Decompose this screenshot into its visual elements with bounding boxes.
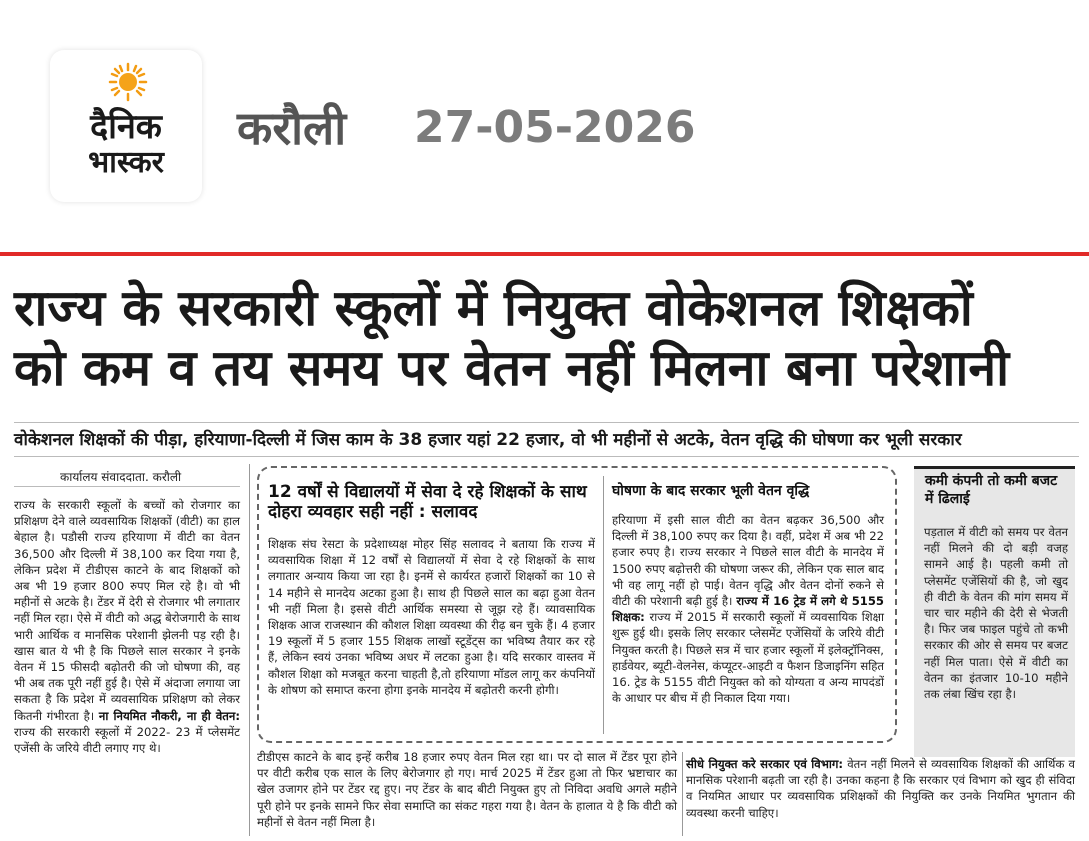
column-1-subtext: राज्य की सरकारी स्कूलों में 2022- 23 में प्लेसमेंट एजेंसी के जरिये वीटी लगाए गए थे। bbox=[14, 724, 240, 756]
column-1-text: राज्य के सरकारी स्कूलों के बच्चों को रोजगार का प्रशिक्षण देने वाले व्यवसायिक शिक्षकों (वीटी) का हाल बेहाल है। पडौसी राज्य हरियाणा में वीटी का वेतन 36,500 और दिल्ली में 38,100 कर दिया गया है, लेकिन प्रदेश में टीडीएस काटने के बाद शिक्षकों को अब भी 19 हजार 800 रुपए मिल रहे है। वो भी महीनों से अटके है। टेंडर में देरी से रोजगार भी लगातार नहीं मिल रहा। ऐसे में वीटी को अद्ध बेरोजगारी के साथ भारी आर्थिक व मानसिक परेशानी झेलनी पड़ रही है। खास बात ये भी है कि पिछले साल सरकार ने इनके वेतन में 15 फीसदी बढ़ोतरी की जो घोषणा की, वह भी अब तक पूरी नहीं हुई है। ऐसे में अंदाजा लगाया जा सकता है कि प्रदेश में व्यवसायिक प्रशिक्षण को लेकर कितनी गंभीरता है। bbox=[14, 498, 240, 723]
brand-line-1: दैनिक bbox=[90, 107, 162, 147]
announcement-title: घोषणा के बाद सरकार भूली वेतन वृद्धि bbox=[612, 483, 810, 499]
column-separator bbox=[682, 752, 683, 836]
bottom-right-subhead: सीधे नियुक्त करे सरकार एवं विभाग: bbox=[686, 757, 844, 771]
column-1-subhead: ना नियमित नौकरी, ना ही वेतन: bbox=[98, 708, 240, 723]
headline-line-2: को कम व तय समय पर वेतन नहीं मिलना बना परेशानी bbox=[14, 339, 1010, 397]
bottom-middle-text: टीडीएस काटने के बाद इन्हें करीब 18 हजार रुपए वेतन मिल रहा था। पर दो साल में टेंडर पूरा होने पर वीटी करीब एक साल के लिए बेरोजगार हो गए। मार्च 2025 में टेंडर हुआ तो फिर भ्रष्टाचार का खेल उजागर होने पर टेंडर रद्द हुए। नए टेंडर के बाद बीटी नियुक्त हुए तो निविदा अवधि अगले महीने पूरी होने पर इनके सामने फिर सेवा समाप्ति का संकट गहरा गया है। वेतन के हालात ये है कि वीटी को महीनों से वेतन नहीं मिला है। bbox=[257, 750, 677, 829]
divider bbox=[14, 456, 1079, 457]
brand-line-2: भास्कर bbox=[88, 145, 164, 180]
edition-city: करौली bbox=[237, 101, 347, 155]
edition-date: 27-05-2026 bbox=[414, 102, 696, 153]
bottom-right-body: वेतन नहीं मिलने से व्यवसायिक शिक्षकों की आर्थिक व मानसिक परेशानी बढ़ती जा रही है। उनका कहना है कि सरकार एवं विभाग को खुद ही संविदा व नियमित आधार पर व्यवसायिक प्रशिक्षकों की नियुक्ति कर उनके नियमित भुगतान की व्यवस्था करनी चाहिए। bbox=[686, 757, 1075, 820]
bottom-right-text bbox=[686, 756, 1075, 821]
subheadline: वोकेशनल शिक्षकों की पीड़ा, हरियाणा-दिल्ली में जिस काम के 38 हजार यहां 22 हजार, वो भी महीनों से अटके, वेतन वृद्धि की घोषणा कर भूली सरकार bbox=[14, 430, 962, 450]
page-title bbox=[14, 278, 1079, 398]
announcement-subhead: राज्य में 16 ट्रेड में लगे थे 5155 शिक्षक: bbox=[612, 594, 884, 625]
byline: कार्यालय संवाददाता. करौली bbox=[60, 470, 182, 484]
sidebar-text: पड़ताल में वीटी को समय पर वेतन नहीं मिलने की दो बड़ी वजह सामने आई है। पहली कमी तो प्लेसमेंट एजेंसियों की है, जो खुद ही वीटी के वेतन की मांग समय में चार चार महीने की देरी से भेजती है। फिर जब फाइल पहुंचे तो कभी सरकार की ओर से समय पर बजट नहीं मिल पाता। ऐसे में वीटी का वेतन का इंतजार 10-10 महीने तक लंबा खिंच रहा है। bbox=[924, 525, 1068, 702]
announcement-text bbox=[612, 512, 884, 706]
announcement-body: हरियाणा में इसी साल वीटी का वेतन बढ़कर 36,500 और दिल्ली में 38,100 रुपए कर दिया है। वहीं, प्रदेश में अब भी 22 हजार रुपए है। राज्य सरकार ने पिछले साल वीटी के मानदेय में 1500 रुपए बढ़ोत्तरी की घोषणा जरूर की, लेकिन एक साल बाद भी वह लागू नहीं हो पाई। वेतन वृद्धि और वेतन दोनों रुकने से वीटी की परेशानी बढ़ी हुई है। bbox=[612, 513, 884, 609]
divider bbox=[14, 486, 240, 487]
sidebar-title: कमी कंपनी तो कमी बजट में ढिलाई bbox=[925, 473, 1058, 507]
column-1 bbox=[14, 497, 240, 756]
quote-box-text: शिक्षक संघ रेसटा के प्रदेशाध्यक्ष मोहर सिंह सलावद ने बताया कि राज्य में व्यवसायिक शिक्षा में 12 वर्षों से विद्यालयों में सेवा दे रहे शिक्षकों के साथ लगातार अन्याय किया जा रहा है। इनमें से कार्यरत हजारों शिक्षकों का 10 से 14 महीने से मानदेय अटका हुआ है। साथ ही पिछले साल का बढ़ा हुआ वेतन भी नहीं मिला है। इससे वीटी आर्थिक समस्या से जूझ रहे हैं। व्यावसायिक शिक्षक आज राजस्थान की कौशल शिक्षा व्यवस्था की रीढ़ बन चुके हैं। 4 हजार 19 स्कूलों में 5 हजार 155 शिक्षक लाखों स्टूडेंट्स का भविष्य तैयार कर रहे हैं, लेकिन स्वयं उनका भविष्य अधर में लटका हुआ है। यदि सरकार वास्तव में कौशल शिक्षा को मजबूत करना चाहती है,तो हरियाणा मॉडल लागू कर कंपनियों के शोषण को समाप्त करना होगा इनके मानदेय में बढ़ोतरी करनी होगी। bbox=[268, 537, 595, 697]
quote-box-title: 12 वर्षों से विद्यालयों में सेवा दे रहे शिक्षकों के साथ दोहरा व्यवहार सही नहीं : सलावद bbox=[268, 482, 587, 522]
column-separator bbox=[249, 464, 250, 836]
masthead-divider bbox=[0, 252, 1089, 256]
announcement-subtext: राज्य में 2015 में सरकारी स्कूलों में व्यवसायिक शिक्षा शुरू हुई थी। इसके लिए सरकार प्लेसमेंट एजेंसियों के जरिये वीटी नियुक्त करती है। पिछले सत्र में चार हजार स्कूलों में इलेक्ट्रॉनिक्स, हार्डवेयर, ब्यूटी-वेलनेस, कंप्यूटर-आइटी व फैशन डिजाइनिंग सहित 16. ट्रेड के 5155 वीटी नियुक्त को को योग्यता व अन्य मापदंडों के आधार पर बीच में ही निकाल दिया गया। bbox=[612, 610, 884, 706]
newspaper-logo bbox=[50, 50, 202, 202]
headline-line-1: राज्य के सरकारी स्कूलों में नियुक्त वोकेशनल शिक्षकों bbox=[14, 279, 973, 337]
sun-icon bbox=[108, 62, 148, 102]
box-separator bbox=[603, 476, 604, 734]
divider bbox=[14, 422, 1079, 423]
